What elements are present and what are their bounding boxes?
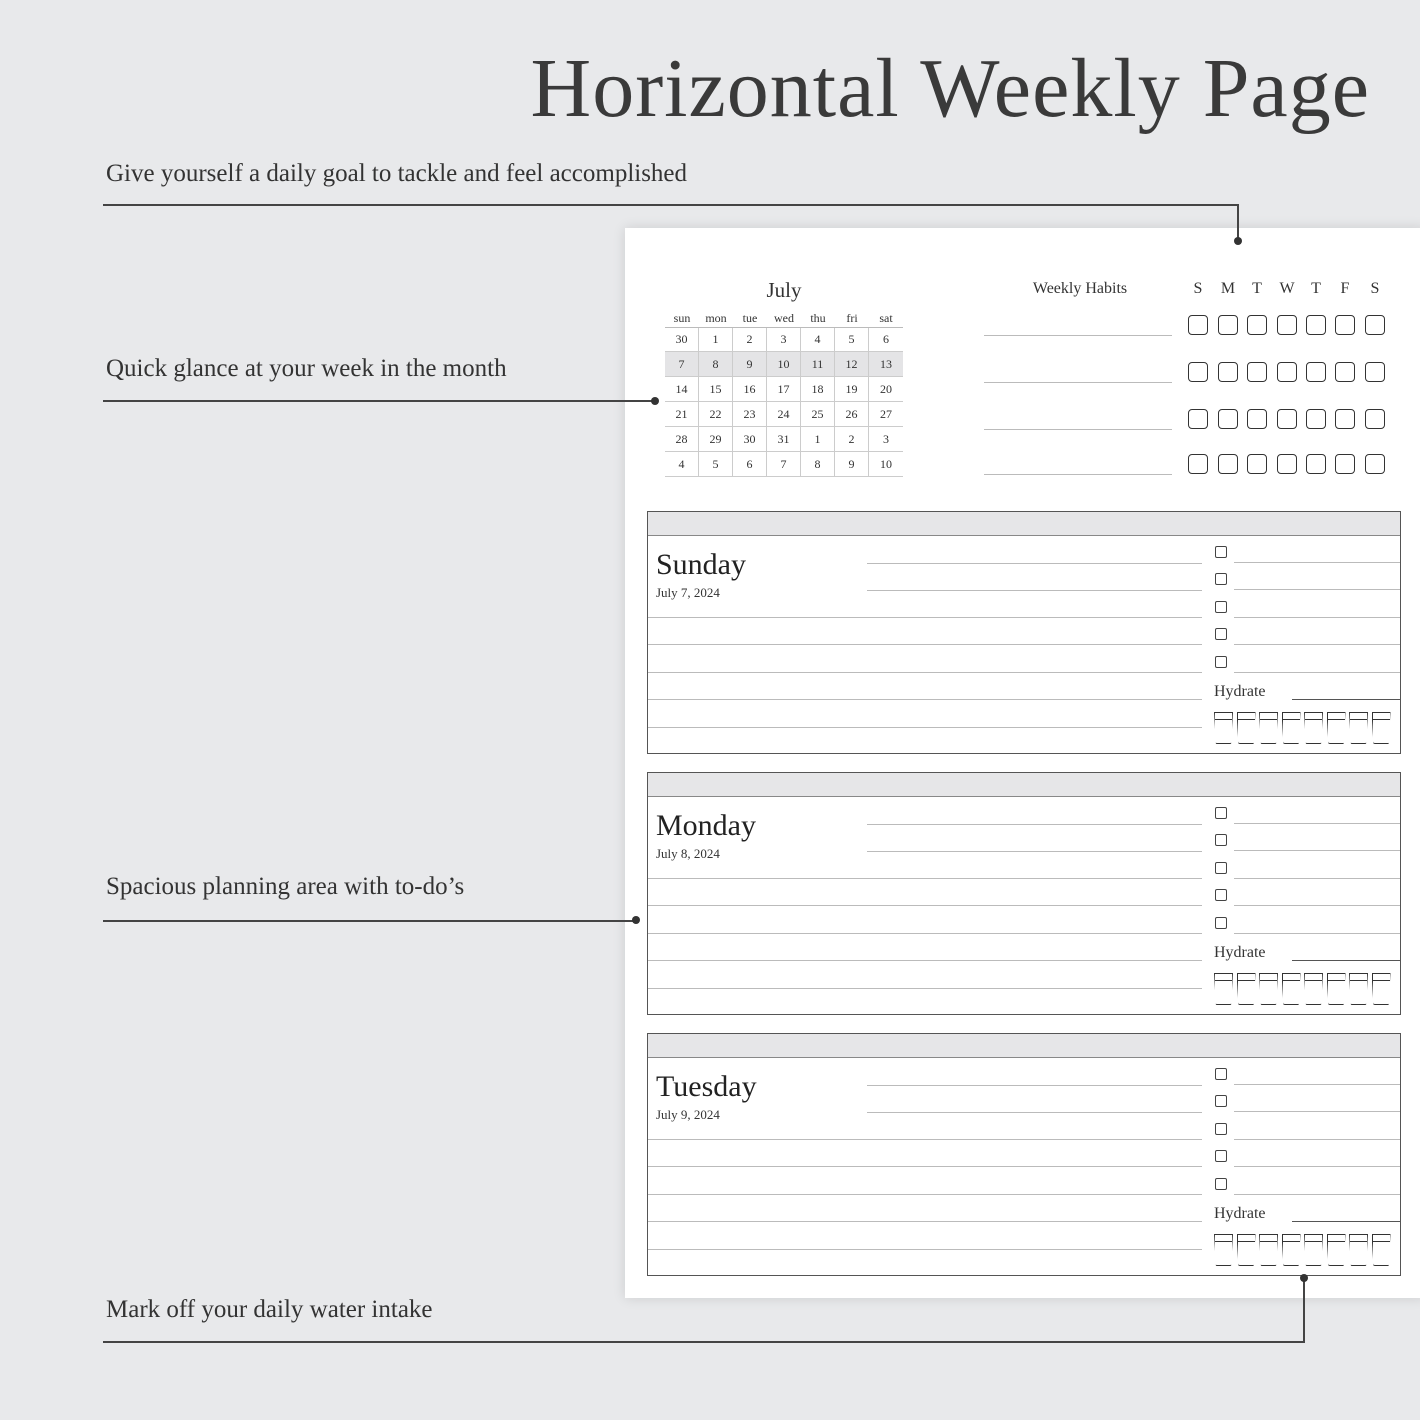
todo-line[interactable] <box>1234 644 1400 645</box>
todo-checkbox[interactable] <box>1215 1123 1227 1135</box>
todo-checkbox[interactable] <box>1215 1068 1227 1080</box>
planning-line[interactable] <box>648 1249 1202 1250</box>
planning-line[interactable] <box>867 563 1202 564</box>
todo-checkbox[interactable] <box>1215 1150 1227 1162</box>
calendar-date[interactable]: 9 <box>733 352 767 377</box>
habits-title: Weekly Habits <box>1032 280 1128 297</box>
calendar-date[interactable]: 3 <box>869 427 903 452</box>
planning-line[interactable] <box>867 851 1202 852</box>
todo-line[interactable] <box>1234 933 1400 934</box>
habit-checkbox[interactable] <box>1218 362 1238 382</box>
water-level-mark <box>1305 980 1322 981</box>
hydrate-label: Hydrate <box>1214 683 1266 700</box>
annotation-line <box>103 920 636 922</box>
habit-checkbox[interactable] <box>1188 409 1208 429</box>
calendar-date[interactable]: 5 <box>699 452 733 477</box>
calendar-date[interactable]: 10 <box>767 352 801 377</box>
water-cup-icon[interactable] <box>1237 1234 1256 1266</box>
calendar-date[interactable]: 31 <box>767 427 801 452</box>
hydrate-label: Hydrate <box>1214 1205 1266 1222</box>
water-level-mark <box>1283 1241 1300 1242</box>
water-cup-icon[interactable] <box>1349 973 1368 1005</box>
habit-checkbox[interactable] <box>1306 362 1326 382</box>
habit-checkbox[interactable] <box>1277 315 1297 335</box>
habit-checkbox[interactable] <box>1306 315 1326 335</box>
calendar-date[interactable]: 12 <box>835 352 869 377</box>
habit-checkbox[interactable] <box>1218 454 1238 474</box>
todo-checkbox[interactable] <box>1215 917 1227 929</box>
todo-checkbox[interactable] <box>1215 628 1227 640</box>
habit-checkbox[interactable] <box>1277 409 1297 429</box>
habit-checkbox[interactable] <box>1306 409 1326 429</box>
habit-day-label: S <box>1193 280 1203 297</box>
water-level-mark <box>1283 719 1300 720</box>
water-cup-icon[interactable] <box>1282 973 1301 1005</box>
calendar-weekday: mon <box>705 311 727 325</box>
calendar-divider <box>665 327 903 328</box>
habit-checkbox[interactable] <box>1365 409 1385 429</box>
daily-goal-bar[interactable] <box>648 773 1400 797</box>
todo-line[interactable] <box>1234 878 1400 879</box>
water-cup-icon[interactable] <box>1237 712 1256 744</box>
annotation-dot <box>632 916 640 924</box>
habit-checkbox[interactable] <box>1365 454 1385 474</box>
todo-checkbox[interactable] <box>1215 834 1227 846</box>
todo-line[interactable] <box>1234 672 1400 673</box>
water-level-mark <box>1238 980 1255 981</box>
habit-checkbox[interactable] <box>1306 454 1326 474</box>
water-level-mark <box>1350 1241 1367 1242</box>
annotation-line <box>103 204 1239 206</box>
calendar-date[interactable]: 30 <box>733 427 767 452</box>
water-level-mark <box>1328 1241 1345 1242</box>
water-cup-icon[interactable] <box>1327 712 1346 744</box>
water-cup-icon[interactable] <box>1214 1234 1233 1266</box>
planning-line[interactable] <box>648 727 1202 728</box>
calendar-weekday: sat <box>879 311 893 325</box>
water-level-mark <box>1238 719 1255 720</box>
planning-line[interactable] <box>648 1139 1202 1140</box>
habit-checkbox[interactable] <box>1335 409 1355 429</box>
calendar-date[interactable]: 21 <box>665 402 699 427</box>
calendar-date[interactable]: 22 <box>699 402 733 427</box>
water-level-mark <box>1328 719 1345 720</box>
habit-checkbox[interactable] <box>1335 315 1355 335</box>
todo-checkbox[interactable] <box>1215 601 1227 613</box>
planning-line[interactable] <box>648 1221 1202 1222</box>
habit-checkbox[interactable] <box>1247 362 1267 382</box>
todo-checkbox[interactable] <box>1215 862 1227 874</box>
annotation-line <box>103 1341 1305 1343</box>
planning-line[interactable] <box>648 644 1202 645</box>
daily-goal-bar[interactable] <box>648 1034 1400 1058</box>
annotation-text: Give yourself a daily goal to tackle and feel accomplished <box>106 160 688 187</box>
calendar-date[interactable]: 6 <box>733 452 767 477</box>
planning-line[interactable] <box>648 960 1202 961</box>
habit-day-label: T <box>1311 280 1321 297</box>
calendar-date[interactable]: 7 <box>665 352 699 377</box>
day-name: Monday <box>656 809 756 842</box>
habit-name-line[interactable] <box>984 382 1172 383</box>
planning-line[interactable] <box>867 1085 1202 1086</box>
water-level-mark <box>1283 980 1300 981</box>
calendar-date[interactable]: 29 <box>699 427 733 452</box>
water-level-mark <box>1260 719 1277 720</box>
day-date: July 9, 2024 <box>656 1107 720 1122</box>
planning-line[interactable] <box>648 699 1202 700</box>
planning-line[interactable] <box>648 1194 1202 1195</box>
calendar-date[interactable]: 30 <box>665 327 699 352</box>
todo-line[interactable] <box>1234 1139 1400 1140</box>
todo-checkbox[interactable] <box>1215 656 1227 668</box>
annotation-dot <box>1234 237 1242 245</box>
day-date: July 7, 2024 <box>656 585 720 600</box>
habit-day-label: M <box>1220 280 1236 297</box>
todo-line[interactable] <box>1234 1111 1400 1112</box>
water-cup-icon[interactable] <box>1372 712 1391 744</box>
water-cup-icon[interactable] <box>1327 1234 1346 1266</box>
calendar-weekday: wed <box>774 311 794 325</box>
habit-checkbox[interactable] <box>1365 315 1385 335</box>
habit-day-label: S <box>1370 280 1380 297</box>
hydrate-line <box>1292 960 1400 961</box>
calendar-date[interactable]: 13 <box>869 352 903 377</box>
water-level-mark <box>1215 719 1232 720</box>
habit-checkbox[interactable] <box>1277 362 1297 382</box>
water-level-mark <box>1373 980 1390 981</box>
habit-name-line[interactable] <box>984 474 1172 475</box>
calendar-date[interactable]: 4 <box>665 452 699 477</box>
habit-name-line[interactable] <box>984 335 1172 336</box>
todo-checkbox[interactable] <box>1215 889 1227 901</box>
hydrate-line <box>1292 699 1400 700</box>
calendar-date[interactable]: 1 <box>801 427 835 452</box>
calendar-date[interactable]: 11 <box>801 352 835 377</box>
habit-checkbox[interactable] <box>1277 454 1297 474</box>
habit-checkbox[interactable] <box>1188 362 1208 382</box>
habit-checkbox[interactable] <box>1218 409 1238 429</box>
todo-line[interactable] <box>1234 562 1400 563</box>
water-level-mark <box>1350 980 1367 981</box>
calendar-date[interactable]: 8 <box>699 352 733 377</box>
annotation-text: Quick glance at your week in the month <box>106 355 507 382</box>
water-level-mark <box>1260 980 1277 981</box>
habit-checkbox[interactable] <box>1247 315 1267 335</box>
day-name: Tuesday <box>656 1070 757 1103</box>
planning-line[interactable] <box>648 617 1202 618</box>
calendar-date[interactable]: 27 <box>869 402 903 427</box>
water-cup-icon[interactable] <box>1304 1234 1323 1266</box>
water-level-mark <box>1305 719 1322 720</box>
water-cup-icon[interactable] <box>1304 712 1323 744</box>
water-cup-icon[interactable] <box>1372 973 1391 1005</box>
hydrate-line <box>1292 1221 1400 1222</box>
calendar-date[interactable]: 25 <box>801 402 835 427</box>
calendar-date[interactable]: 24 <box>767 402 801 427</box>
calendar-date[interactable]: 26 <box>835 402 869 427</box>
todo-line[interactable] <box>1234 850 1400 851</box>
todo-checkbox[interactable] <box>1215 573 1227 585</box>
page-title: Horizontal Weekly Page <box>530 42 1370 135</box>
water-cup-icon[interactable] <box>1259 712 1278 744</box>
planning-line[interactable] <box>648 988 1202 989</box>
calendar-date[interactable]: 7 <box>767 452 801 477</box>
todo-line[interactable] <box>1234 1194 1400 1195</box>
water-level-mark <box>1328 980 1345 981</box>
habit-checkbox[interactable] <box>1335 362 1355 382</box>
calendar-date[interactable]: 1 <box>699 327 733 352</box>
todo-line[interactable] <box>1234 823 1400 824</box>
planning-line[interactable] <box>648 905 1202 906</box>
water-level-mark <box>1305 1241 1322 1242</box>
water-cup-icon[interactable] <box>1214 973 1233 1005</box>
annotation-line <box>1303 1278 1305 1342</box>
water-level-mark <box>1215 980 1232 981</box>
water-cup-icon[interactable] <box>1349 712 1368 744</box>
water-level-mark <box>1260 1241 1277 1242</box>
annotation-line <box>1237 204 1239 240</box>
planning-line[interactable] <box>648 878 1202 879</box>
calendar-date[interactable]: 2 <box>835 427 869 452</box>
calendar-date[interactable]: 23 <box>733 402 767 427</box>
todo-checkbox[interactable] <box>1215 807 1227 819</box>
todo-line[interactable] <box>1234 1166 1400 1167</box>
calendar-date[interactable]: 6 <box>869 327 903 352</box>
planning-line[interactable] <box>867 590 1202 591</box>
calendar-date[interactable]: 5 <box>835 327 869 352</box>
calendar-weekday: thu <box>810 311 826 325</box>
todo-line[interactable] <box>1234 589 1400 590</box>
calendar-weekday: tue <box>742 311 758 325</box>
calendar-date[interactable]: 3 <box>767 327 801 352</box>
habit-day-label: T <box>1252 280 1262 297</box>
todo-line[interactable] <box>1234 1084 1400 1085</box>
todo-checkbox[interactable] <box>1215 1178 1227 1190</box>
habit-checkbox[interactable] <box>1335 454 1355 474</box>
planner-sheet <box>625 228 1420 1298</box>
habit-checkbox[interactable] <box>1188 315 1208 335</box>
water-level-mark <box>1238 1241 1255 1242</box>
annotation-line <box>103 400 655 402</box>
water-cup-icon[interactable] <box>1304 973 1323 1005</box>
calendar-date[interactable]: 4 <box>801 327 835 352</box>
calendar-date[interactable]: 18 <box>801 377 835 402</box>
water-cup-icon[interactable] <box>1282 1234 1301 1266</box>
habit-day-label: F <box>1340 280 1350 297</box>
planning-line[interactable] <box>867 1112 1202 1113</box>
calendar-date[interactable]: 17 <box>767 377 801 402</box>
water-cup-icon[interactable] <box>1259 973 1278 1005</box>
habit-checkbox[interactable] <box>1218 315 1238 335</box>
habit-checkbox[interactable] <box>1247 409 1267 429</box>
water-cup-icon[interactable] <box>1237 973 1256 1005</box>
habit-checkbox[interactable] <box>1188 454 1208 474</box>
calendar-date[interactable]: 8 <box>801 452 835 477</box>
water-cup-icon[interactable] <box>1349 1234 1368 1266</box>
water-cup-icon[interactable] <box>1327 973 1346 1005</box>
day-block-monday <box>647 772 1401 1015</box>
calendar-date[interactable]: 15 <box>699 377 733 402</box>
calendar-date[interactable]: 10 <box>869 452 903 477</box>
habit-checkbox[interactable] <box>1365 362 1385 382</box>
planning-line[interactable] <box>648 933 1202 934</box>
day-block-sunday <box>647 511 1401 754</box>
todo-line[interactable] <box>1234 617 1400 618</box>
calendar-date[interactable]: 2 <box>733 327 767 352</box>
water-level-mark <box>1215 1241 1232 1242</box>
todo-line[interactable] <box>1234 905 1400 906</box>
calendar-weekday: sun <box>673 311 691 325</box>
day-block-tuesday <box>647 1033 1401 1276</box>
habit-name-line[interactable] <box>984 429 1172 430</box>
calendar-date[interactable]: 20 <box>869 377 903 402</box>
day-name: Sunday <box>656 548 746 581</box>
habit-day-label: W <box>1279 280 1295 297</box>
planning-line[interactable] <box>867 824 1202 825</box>
water-level-mark <box>1373 719 1390 720</box>
calendar-date[interactable]: 28 <box>665 427 699 452</box>
calendar-date[interactable]: 9 <box>835 452 869 477</box>
planning-line[interactable] <box>648 672 1202 673</box>
water-level-mark <box>1350 719 1367 720</box>
day-date: July 8, 2024 <box>656 846 720 861</box>
water-cup-icon[interactable] <box>1372 1234 1391 1266</box>
water-cup-icon[interactable] <box>1259 1234 1278 1266</box>
calendar-date[interactable]: 19 <box>835 377 869 402</box>
planning-line[interactable] <box>648 1166 1202 1167</box>
todo-checkbox[interactable] <box>1215 1095 1227 1107</box>
annotation-dot <box>1300 1274 1308 1282</box>
calendar-date[interactable]: 14 <box>665 377 699 402</box>
calendar-weekday: fri <box>846 311 858 325</box>
annotation-dot <box>651 397 659 405</box>
calendar-month: July <box>766 278 802 302</box>
water-cup-icon[interactable] <box>1214 712 1233 744</box>
annotation-text: Mark off your daily water intake <box>106 1296 433 1323</box>
habit-checkbox[interactable] <box>1247 454 1267 474</box>
hydrate-label: Hydrate <box>1214 944 1266 961</box>
water-level-mark <box>1373 1241 1390 1242</box>
calendar-date[interactable]: 16 <box>733 377 767 402</box>
todo-checkbox[interactable] <box>1215 546 1227 558</box>
annotation-text: Spacious planning area with to-do’s <box>106 873 465 900</box>
water-cup-icon[interactable] <box>1282 712 1301 744</box>
daily-goal-bar[interactable] <box>648 512 1400 536</box>
